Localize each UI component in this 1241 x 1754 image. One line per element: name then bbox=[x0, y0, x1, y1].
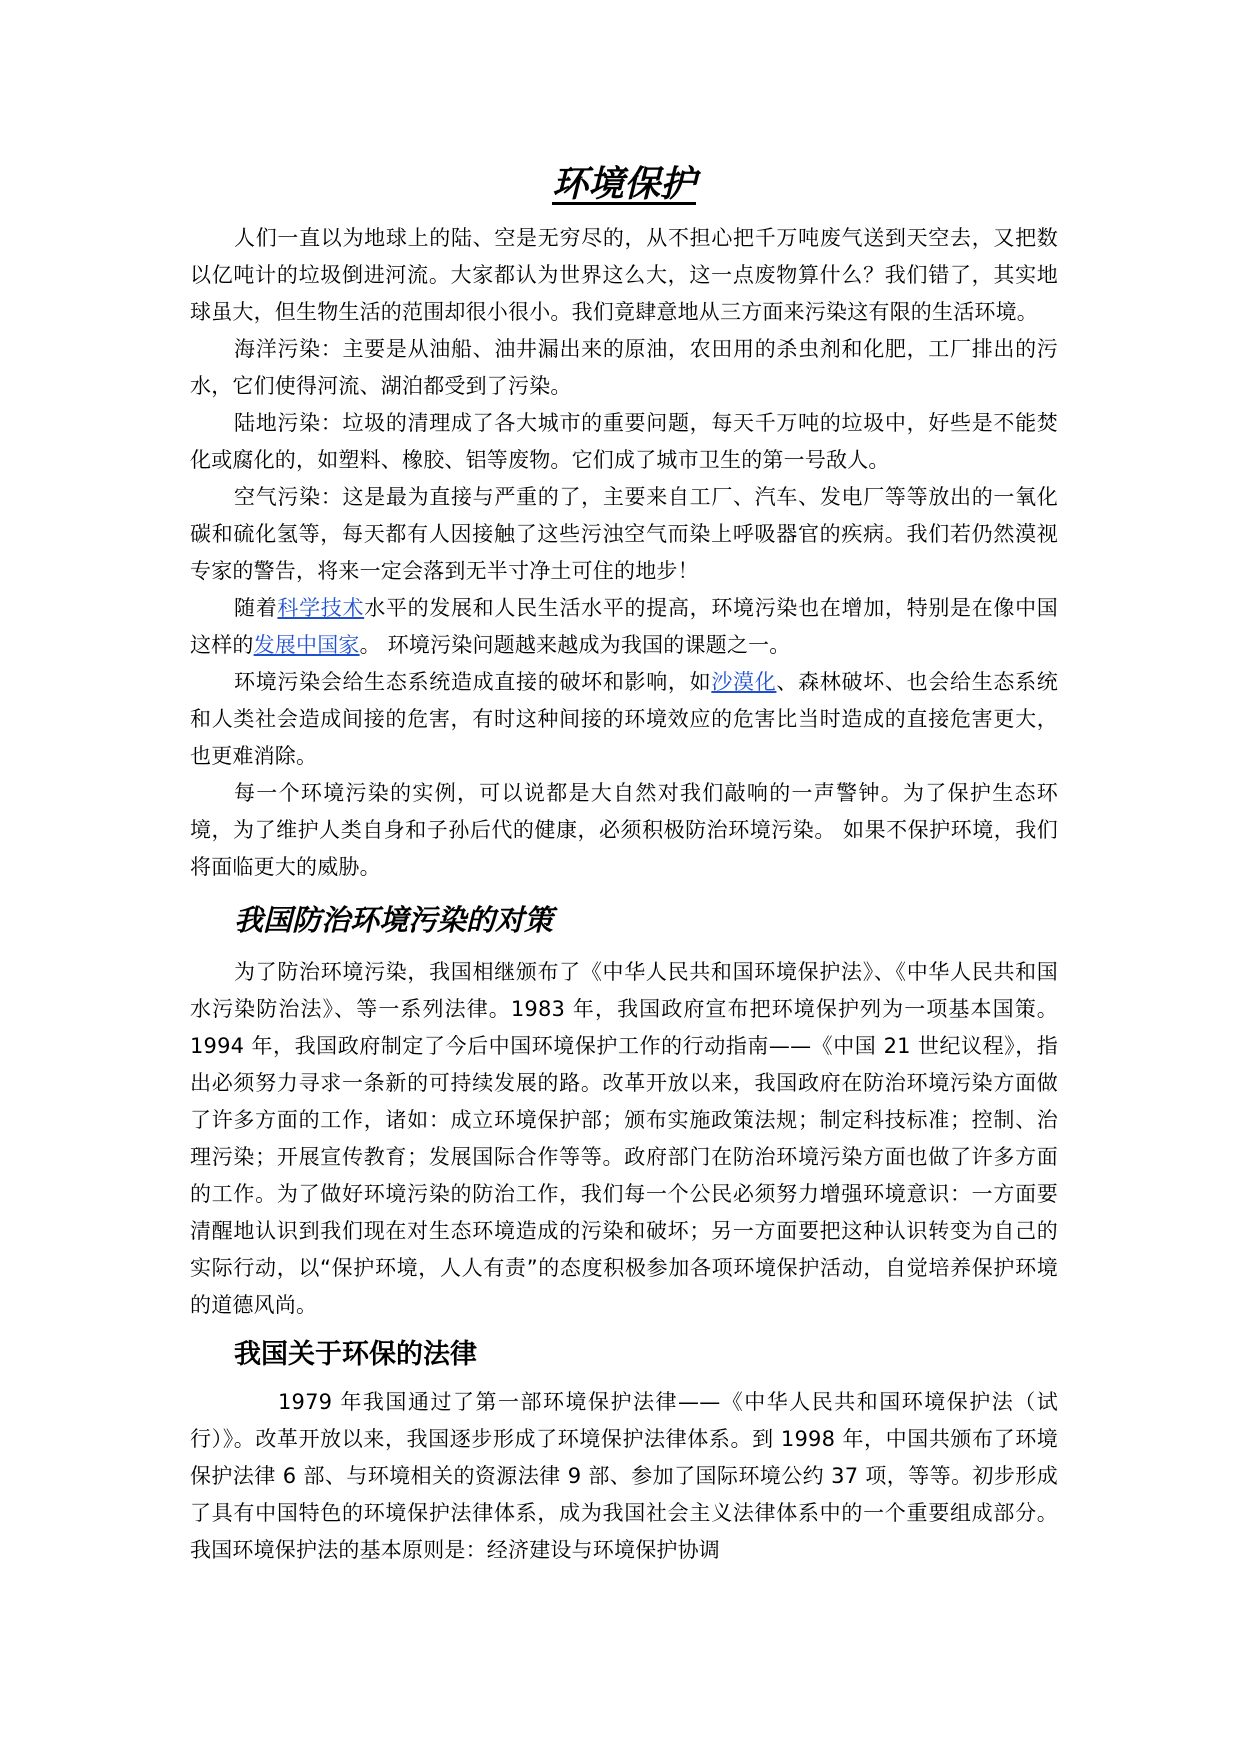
link-science-technology[interactable]: 科学技术 bbox=[277, 596, 365, 620]
paragraph-ocean-pollution: 海洋污染：主要是从油船、油井漏出来的原油，农田用的杀虫剂和化肥，工厂排出的污水，它们使得河流、湖泊都受到了污染。 bbox=[190, 337, 1058, 398]
document-body bbox=[190, 158, 1058, 1569]
text-span: 水平的发展和人民生活水平的提高，环境污染也在增加，特别是在像中国这样的 bbox=[190, 596, 1058, 657]
paragraph-laws: 1979 年我国通过了第一部环境保护法律——《中华人民共和国环境保护法（试行）》。改革开放以来，我国逐步形成了环境保护法律体系。到 1998 年，中国共颁布了环境保护法律 6 部、与环境相关的资源法律 9 部、参加了国际环境公约 37 项，等等。初步形成了具有中国特色的环境保护法律体系，成为我国社会主义法律体系中的一个重要组成部分。我国环境保护法的基本原则是：经济建设与环境保护协调 bbox=[190, 1390, 1058, 1562]
paragraph-ecosystem bbox=[190, 664, 1058, 775]
text-span: 环境污染会给生态系统造成直接的破坏和影响，如 bbox=[234, 670, 712, 694]
section-heading-countermeasures: 我国防治环境污染的对策 bbox=[234, 903, 554, 937]
text-span: 、森林破坏、也会给生态系统和人类社会造成间接的危害，有时这种间接的环境效应的危害比当时造成的直接危害更大，也更难消除。 bbox=[190, 670, 1058, 768]
paragraph-intro: 人们一直以为地球上的陆、空是无穷尽的，从不担心把千万吨废气送到天空去，又把数以亿吨计的垃圾倒进河流。大家都认为世界这么大，这一点废物算什么？我们错了，其实地球虽大，但生物生活的范围却很小很小。我们竟肆意地从三方面来污染这有限的生活环境。 bbox=[190, 226, 1058, 324]
paragraph-development bbox=[190, 590, 1058, 664]
paragraph-land-pollution: 陆地污染：垃圾的清理成了各大城市的重要问题，每天千万吨的垃圾中，好些是不能焚化或腐化的，如塑料、橡胶、铝等废物。它们成了城市卫生的第一号敌人。 bbox=[190, 411, 1058, 472]
page-title: 环境保护 bbox=[551, 163, 696, 205]
paragraph-air-pollution: 空气污染：这是最为直接与严重的了，主要来自工厂、汽车、发电厂等等放出的一氧化碳和硫化氢等，每天都有人因接触了这些污浊空气而染上呼吸器官的疾病。我们若仍然漠视专家的警告，将来一定会落到无半寸净土可住的地步！ bbox=[190, 485, 1058, 583]
text-span: 随着 bbox=[234, 596, 278, 620]
link-desertification[interactable]: 沙漠化 bbox=[711, 670, 777, 694]
paragraph-countermeasures: 为了防治环境污染，我国相继颁布了《中华人民共和国环境保护法》、《中华人民共和国水污染防治法》、等一系列法律。1983 年，我国政府宣布把环境保护列为一项基本国策。 1994 年，我国政府制定了今后中国环境保护工作的行动指南——《中国 21 世纪议程》，指出必须努力寻求一条新的可持续发展的路。改革开放以来，我国政府在防治环境污染方面做了许多方面的工作，诸如：成立环境保护部；颁布实施政策法规；制定科技标准；控制、治理污染；开展宣传教育；发展国际合作等等。政府部门在防治环境污染方面也做了许多方面的工作。为了做好环境污染的防治工作，我们每一个公民必须努力增强环境意识：一方面要清醒地认识到我们现在对生态环境造成的污染和破坏；另一方面要把这种认识转变为自己的实际行动，以“保护环境，人人有责”的态度积极参加各项环境保护活动，自觉培养保护环境的道德风尚。 bbox=[190, 960, 1058, 1317]
paragraph-warning: 每一个环境污染的实例，可以说都是大自然对我们敲响的一声警钟。为了保护生态环境，为了维护人类自身和子孙后代的健康，必须积极防治环境污染。 如果不保护环境，我们将面临更大的威胁。 bbox=[190, 781, 1058, 879]
link-developing-country[interactable]: 发展中国家 bbox=[253, 633, 360, 657]
text-span: 。 环境污染问题越来越成为我国的课题之一。 bbox=[359, 633, 791, 657]
section-heading-laws: 我国关于环保的法律 bbox=[234, 1339, 477, 1370]
